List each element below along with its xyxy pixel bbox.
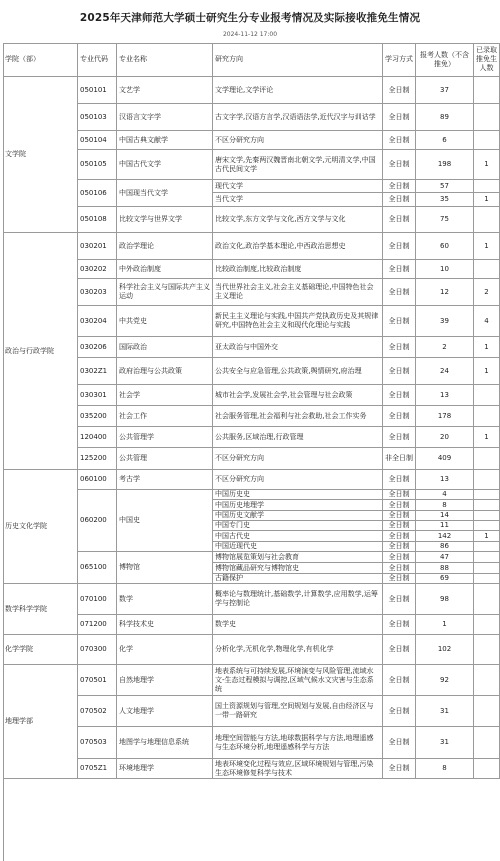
applicant-count: 12 — [416, 279, 474, 306]
research-direction: 文学理论,文学评论 — [213, 77, 383, 104]
major-name: 博物馆 — [117, 552, 213, 584]
applicant-count: 69 — [416, 574, 474, 584]
study-mode: 全日制 — [383, 306, 416, 337]
research-direction: 比较政治制度,比较政治制度 — [213, 260, 383, 279]
applicant-count: 75 — [416, 207, 474, 233]
applicant-count: 86 — [416, 542, 474, 552]
study-mode: 全日制 — [383, 615, 416, 635]
header-college: 学院（部） — [3, 43, 78, 77]
applicant-count: 98 — [416, 584, 474, 615]
applicant-count: 88 — [416, 563, 474, 574]
major-name: 中国古典文献学 — [117, 131, 213, 150]
research-direction: 亚太政治与中国外交 — [213, 337, 383, 358]
admitted-count — [474, 552, 500, 563]
research-direction: 唐宋文学,先秦两汉魏晋南北朝文学,元明清文学,中国古代民间文学 — [213, 150, 383, 180]
applicant-count: 31 — [416, 727, 474, 759]
applicant-count: 198 — [416, 150, 474, 180]
study-mode: 全日制 — [383, 759, 416, 779]
major-code: 070100 — [78, 584, 117, 615]
study-mode: 全日制 — [383, 150, 416, 180]
applicant-count: 89 — [416, 104, 474, 131]
admitted-count: 1 — [474, 193, 500, 207]
study-mode: 全日制 — [383, 696, 416, 727]
major-name: 政治学理论 — [117, 233, 213, 260]
research-direction: 国土资源规划与管理,空间规划与发展,自由经济区与一带一路研究 — [213, 696, 383, 727]
research-direction: 中国专门史 — [213, 521, 383, 531]
research-direction: 不区分研究方向 — [213, 448, 383, 470]
research-direction: 不区分研究方向 — [213, 131, 383, 150]
admitted-count — [474, 207, 500, 233]
college-name: 数学科学学院 — [3, 584, 78, 635]
admission-table — [3, 43, 500, 861]
admitted-count — [474, 260, 500, 279]
major-name: 公共管理 — [117, 448, 213, 470]
major-name: 社会工作 — [117, 406, 213, 427]
major-name: 政府治理与公共政策 — [117, 358, 213, 385]
study-mode: 全日制 — [383, 490, 416, 500]
major-code: 125200 — [78, 448, 117, 470]
major-name: 考古学 — [117, 470, 213, 490]
applicant-count: 13 — [416, 470, 474, 490]
applicant-count: 1 — [416, 615, 474, 635]
study-mode: 全日制 — [383, 131, 416, 150]
study-mode: 全日制 — [383, 665, 416, 696]
study-mode: 全日制 — [383, 207, 416, 233]
admitted-count: 1 — [474, 358, 500, 385]
applicant-count: 35 — [416, 193, 474, 207]
major-code: 0705Z1 — [78, 759, 117, 779]
study-mode: 全日制 — [383, 406, 416, 427]
research-direction: 公共服务,区域治理,行政管理 — [213, 427, 383, 448]
study-mode: 全日制 — [383, 279, 416, 306]
major-name: 自然地理学 — [117, 665, 213, 696]
applicant-count: 409 — [416, 448, 474, 470]
research-direction: 城市社会学,发展社会学,社会管理与社会政策 — [213, 385, 383, 406]
study-mode: 全日制 — [383, 574, 416, 584]
admitted-count — [474, 521, 500, 531]
major-code: 0302Z1 — [78, 358, 117, 385]
header-mode: 学习方式 — [383, 43, 416, 77]
major-code: 050105 — [78, 150, 117, 180]
research-direction: 当代世界社会主义,社会主义基础理论,中国特色社会主义理论 — [213, 279, 383, 306]
study-mode: 全日制 — [383, 180, 416, 193]
admitted-count — [474, 104, 500, 131]
major-name: 国际政治 — [117, 337, 213, 358]
major-code: 030204 — [78, 306, 117, 337]
major-code: 030301 — [78, 385, 117, 406]
header-direction: 研究方向 — [213, 43, 383, 77]
admitted-count — [474, 584, 500, 615]
major-name: 汉语言文字学 — [117, 104, 213, 131]
applicant-count: 60 — [416, 233, 474, 260]
major-name: 环境地理学 — [117, 759, 213, 779]
college-name: 历史文化学院 — [3, 470, 78, 584]
research-direction: 中国古代史 — [213, 531, 383, 542]
admitted-count — [474, 511, 500, 521]
study-mode: 全日制 — [383, 260, 416, 279]
study-mode: 全日制 — [383, 563, 416, 574]
applicant-count: 13 — [416, 385, 474, 406]
applicant-count: 6 — [416, 131, 474, 150]
study-mode: 全日制 — [383, 193, 416, 207]
major-code: 030203 — [78, 279, 117, 306]
applicant-count: 20 — [416, 427, 474, 448]
study-mode: 全日制 — [383, 552, 416, 563]
applicant-count: 8 — [416, 500, 474, 511]
applicant-count: 178 — [416, 406, 474, 427]
admitted-count — [474, 77, 500, 104]
study-mode: 全日制 — [383, 727, 416, 759]
college-name: 化学学院 — [3, 635, 78, 665]
admitted-count — [474, 759, 500, 779]
major-code: 030202 — [78, 260, 117, 279]
major-name: 中共党史 — [117, 306, 213, 337]
major-code: 070502 — [78, 696, 117, 727]
major-name: 科学社会主义与国际共产主义运动 — [117, 279, 213, 306]
admitted-count: 4 — [474, 306, 500, 337]
major-code: 065100 — [78, 552, 117, 584]
major-code: 050103 — [78, 104, 117, 131]
major-code: 060100 — [78, 470, 117, 490]
admitted-count: 1 — [474, 233, 500, 260]
major-name: 人文地理学 — [117, 696, 213, 727]
study-mode: 全日制 — [383, 500, 416, 511]
applicant-count: 102 — [416, 635, 474, 665]
applicant-count: 39 — [416, 306, 474, 337]
research-direction: 地表环境变化过程与效应,区域环境规划与管理,污染生态环境修复科学与技术 — [213, 759, 383, 779]
research-direction: 中国近现代史 — [213, 542, 383, 552]
admitted-count — [474, 470, 500, 490]
research-direction: 中国历史史 — [213, 490, 383, 500]
college-name: 地理学部 — [3, 665, 78, 779]
research-direction: 博物馆藏品研究与博物馆史 — [213, 563, 383, 574]
admitted-count — [474, 448, 500, 470]
research-direction: 不区分研究方向 — [213, 470, 383, 490]
research-direction: 政治文化,政治学基本理论,中西政治思想史 — [213, 233, 383, 260]
major-code: 050101 — [78, 77, 117, 104]
college-name: 政治与行政学院 — [3, 233, 78, 470]
admitted-count — [474, 490, 500, 500]
admitted-count: 1 — [474, 427, 500, 448]
major-name: 科学技术史 — [117, 615, 213, 635]
research-direction: 比较文学,东方文学与文化,西方文学与文化 — [213, 207, 383, 233]
header-major: 专业名称 — [117, 43, 213, 77]
admitted-count: 1 — [474, 150, 500, 180]
applicant-count: 142 — [416, 531, 474, 542]
research-direction: 中国历史文献学 — [213, 511, 383, 521]
major-code: 030206 — [78, 337, 117, 358]
applicant-count: 2 — [416, 337, 474, 358]
major-name: 公共管理学 — [117, 427, 213, 448]
study-mode: 全日制 — [383, 358, 416, 385]
study-mode: 全日制 — [383, 233, 416, 260]
document-title: 2025年天津师范大学硕士研究生分专业报考情况及实际接收推免生情况 — [79, 12, 421, 24]
college-name: 文学院 — [3, 77, 78, 233]
research-direction: 中国历史地理学 — [213, 500, 383, 511]
admitted-count — [474, 574, 500, 584]
research-direction: 概率论与数理统计,基础数学,计算数学,应用数学,运筹学与控制论 — [213, 584, 383, 615]
admitted-count — [474, 696, 500, 727]
admitted-count — [474, 615, 500, 635]
study-mode: 全日制 — [383, 635, 416, 665]
study-mode: 全日制 — [383, 77, 416, 104]
research-direction: 数学史 — [213, 615, 383, 635]
study-mode: 全日制 — [383, 511, 416, 521]
study-mode: 全日制 — [383, 470, 416, 490]
research-direction: 当代文学 — [213, 193, 383, 207]
admitted-count — [474, 665, 500, 696]
study-mode: 非全日制 — [383, 448, 416, 470]
applicant-count: 57 — [416, 180, 474, 193]
major-name: 中外政治制度 — [117, 260, 213, 279]
admitted-count — [474, 385, 500, 406]
applicant-count: 10 — [416, 260, 474, 279]
header-applicants: 报考人数（不含推免） — [416, 43, 474, 77]
admitted-count — [474, 406, 500, 427]
research-direction: 地理空间智能与方法,地球数据科学与方法,地理遥感与生态环境分析,地理遥感科学与方法 — [213, 727, 383, 759]
applicant-count: 31 — [416, 696, 474, 727]
major-code: 070300 — [78, 635, 117, 665]
applicant-count: 11 — [416, 521, 474, 531]
applicant-count: 8 — [416, 759, 474, 779]
research-direction: 社会服务管理,社会福利与社会救助,社会工作实务 — [213, 406, 383, 427]
admitted-count: 1 — [474, 337, 500, 358]
major-code: 070501 — [78, 665, 117, 696]
study-mode: 全日制 — [383, 584, 416, 615]
research-direction: 分析化学,无机化学,物理化学,有机化学 — [213, 635, 383, 665]
major-code: 050106 — [78, 180, 117, 207]
major-name: 数学 — [117, 584, 213, 615]
admitted-count — [474, 563, 500, 574]
applicant-count: 37 — [416, 77, 474, 104]
admitted-count: 1 — [474, 531, 500, 542]
major-name: 化学 — [117, 635, 213, 665]
study-mode: 全日制 — [383, 104, 416, 131]
study-mode: 全日制 — [383, 531, 416, 542]
admitted-count: 2 — [474, 279, 500, 306]
research-direction: 古文字学,汉语方言学,汉语语法学,近代汉字与训诂学 — [213, 104, 383, 131]
major-name: 文艺学 — [117, 77, 213, 104]
major-name: 中国现当代文学 — [117, 180, 213, 207]
major-code: 120400 — [78, 427, 117, 448]
admitted-count — [474, 180, 500, 193]
admitted-count — [474, 635, 500, 665]
major-name: 地图学与地理信息系统 — [117, 727, 213, 759]
research-direction: 博物馆展览策划与社会教育 — [213, 552, 383, 563]
major-name: 比较文学与世界文学 — [117, 207, 213, 233]
admitted-count — [474, 727, 500, 759]
research-direction: 古籍保护 — [213, 574, 383, 584]
major-name: 社会学 — [117, 385, 213, 406]
major-code: 071200 — [78, 615, 117, 635]
major-code: 035200 — [78, 406, 117, 427]
research-direction: 新民主主义理论与实践,中国共产党执政历史及其规律研究,中国特色社会主义和现代化理论与实践 — [213, 306, 383, 337]
admitted-count — [474, 542, 500, 552]
study-mode: 全日制 — [383, 521, 416, 531]
research-direction: 公共安全与应急管理,公共政策,舆情研究,府治理 — [213, 358, 383, 385]
applicant-count: 92 — [416, 665, 474, 696]
applicant-count: 4 — [416, 490, 474, 500]
header-admitted: 已录取推免生人数 — [474, 43, 500, 77]
study-mode: 全日制 — [383, 542, 416, 552]
applicant-count: 47 — [416, 552, 474, 563]
applicant-count: 24 — [416, 358, 474, 385]
admitted-count — [474, 500, 500, 511]
study-mode: 全日制 — [383, 337, 416, 358]
research-direction: 现代文学 — [213, 180, 383, 193]
major-code: 070503 — [78, 727, 117, 759]
header-code: 专业代码 — [78, 43, 117, 77]
major-code: 050104 — [78, 131, 117, 150]
document-date: 2024-11-12 17:00 — [222, 31, 278, 38]
admitted-count — [474, 131, 500, 150]
major-code: 030201 — [78, 233, 117, 260]
applicant-count: 14 — [416, 511, 474, 521]
major-code: 050108 — [78, 207, 117, 233]
major-name: 中国史 — [117, 490, 213, 552]
study-mode: 全日制 — [383, 427, 416, 448]
study-mode: 全日制 — [383, 385, 416, 406]
research-direction: 地表系统与可持续发展,环境演变与风险管理,流域水文-生态过程模拟与调控,区域气候水文灾害与生态系统 — [213, 665, 383, 696]
major-name: 中国古代文学 — [117, 150, 213, 180]
major-code: 060200 — [78, 490, 117, 552]
